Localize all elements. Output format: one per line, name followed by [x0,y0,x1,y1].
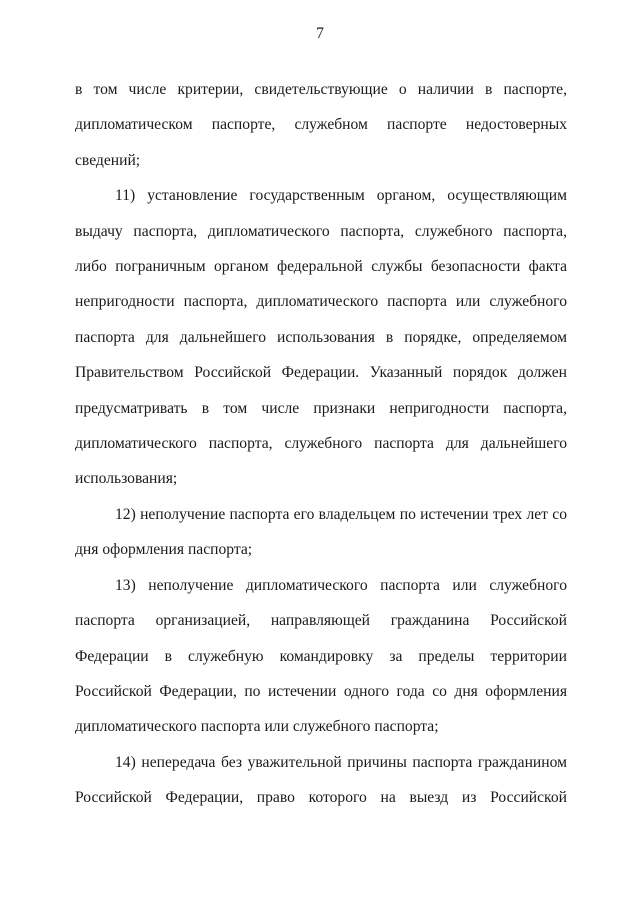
paragraph-item-11: 11) установление государственным органом, осуществляющим выдачу паспорта, дипломатического паспорта, служебного паспорта, либо пограничным органом федеральной службы безопасности факта непригодности паспорта, дипломатического паспорта или служебного паспорта для дальнейшего использования в порядке, определяемом Правительством Российской Федерации. Указанный порядок должен предусматривать в том числе признаки непригодности паспорта, дипломатического паспорта, служебного паспорта для дальнейшего использования; [75,187,567,488]
page-number: 7 [316,25,324,42]
paragraph-continuation: в том числе критерии, свидетельствующие о наличии в паспорте, дипломатическом паспорте, служебном паспорте недостоверных сведений; [75,81,567,169]
paragraph-item-13: 13) неполучение дипломатического паспорта или служебного паспорта организацией, направляющей гражданина Российской Федерации в служебную командировку за пределы территории Российской Федерации, по истечении одного года со дня оформления дипломатического паспорта или служебного паспорта; [75,576,567,736]
document-body [75,72,567,816]
paragraph-item-12: 12) неполучение паспорта его владельцем по истечении трех лет со дня оформления паспорта; [75,505,567,559]
paragraph-item-14: 14) непередача без уважительной причины паспорта гражданином Российской Федерации, право которого на выезд из Российской [75,753,567,807]
